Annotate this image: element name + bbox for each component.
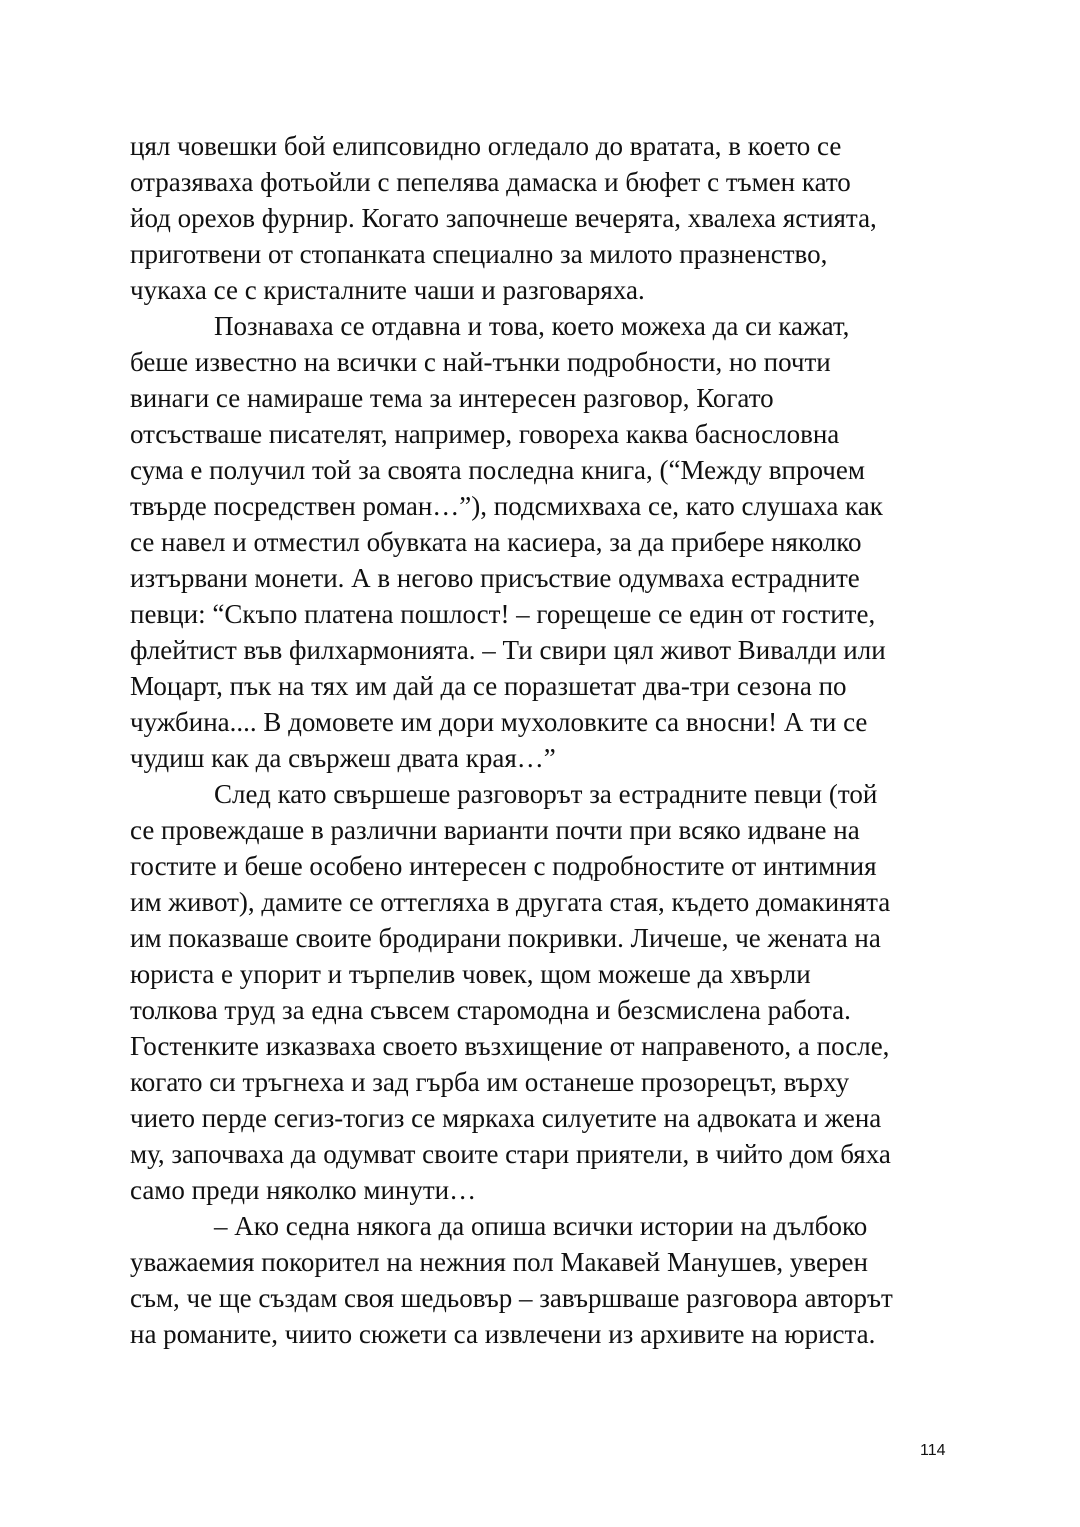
text-line: певци: “Скъпо платена пошлост! – горещеше се един от гостите, [130, 599, 876, 629]
text-line: флейтист във филхармонията. – Ти свири цял живот Вивалди или [130, 635, 886, 665]
text-line: им показваше своите бродирани покривки. Личеше, че жената на [130, 923, 881, 953]
paragraph-first-line: След като свършеше разговорът за естрадните певци (той [214, 779, 878, 809]
text-line: когато си тръгнеха и зад гърба им останеше прозорецът, върху [130, 1067, 850, 1097]
text-line: Гостенките изказваха своето възхищение от направеното, а после, [130, 1031, 890, 1061]
text-line: цял човешки бой елипсовидно огледало до вратата, в което се [130, 131, 842, 161]
text-line: чукаха се с кристалните чаши и разговаряха. [130, 275, 645, 305]
text-line: уважаемия покорител на нежния пол Макавей Манушев, уверен [130, 1247, 868, 1277]
text-line: юриста е упорит и търпелив човек, щом можеше да хвърли [130, 959, 811, 989]
text-line: изтървани монети. А в негово присъствие одумваха естрадните [130, 563, 860, 593]
text-line: се провеждаше в различни варианти почти при всяко идване на [130, 815, 860, 845]
text-line: беше известно на всички с най-тънки подробности, но почти [130, 347, 831, 377]
text-line: на романите, чиито сюжети са извлечени из архивите на юриста. [130, 1319, 876, 1349]
paragraph-first-line: – Ако седна някога да опиша всички истории на дълбоко [214, 1211, 868, 1241]
text-line: съм, че ще създам своя шедьовър – завършваше разговора авторът [130, 1283, 893, 1313]
text-line: отсъстваше писателят, например, говореха каква баснословна [130, 419, 840, 449]
text-line: чудиш как да свържеш двата края…” [130, 743, 556, 773]
paragraph-first-line: Познаваха се отдавна и това, което можеха да си кажат, [214, 311, 850, 341]
text-line: се навел и отместил обувката на касиера, за да прибере няколко [130, 527, 862, 557]
page-text-body [130, 128, 950, 1352]
text-line: твърде посредствен роман…”), подсмихваха се, като слушаха как [130, 491, 883, 521]
text-line: му, започваха да одумват своите стари приятели, в чийто дом бяха [130, 1139, 891, 1169]
text-line: отразяваха фотьойли с пепелява дамаска и бюфет с тъмен като [130, 167, 851, 197]
text-line: Моцарт, пък на тях им дай да се поразшетат два-три сезона по [130, 671, 847, 701]
text-line: гостите и беше особено интересен с подробностите от интимния [130, 851, 877, 881]
page-number: 114 [920, 1442, 946, 1459]
text-line: само преди няколко минути… [130, 1175, 477, 1205]
text-line: винаги се намираше тема за интересен разговор, Когато [130, 383, 774, 413]
text-line: толкова труд за една съвсем старомодна и безсмислена работа. [130, 995, 851, 1025]
text-line: сума е получил той за своята последна книга, (“Между впрочем [130, 455, 865, 485]
text-line: йод орехов фурнир. Когато започнеше вечерята, хвалеха ястията, [130, 203, 877, 233]
text-line: чието перде сегиз-тогиз се мяркаха силуетите на адвоката и жена [130, 1103, 882, 1133]
text-line: им живот), дамите се оттегляха в другата стая, където домакинята [130, 887, 891, 917]
text-line: приготвени от стопанката специално за милото празненство, [130, 239, 828, 269]
text-line: чужбина.... В домовете им дори мухоловките са вносни! А ти се [130, 707, 868, 737]
